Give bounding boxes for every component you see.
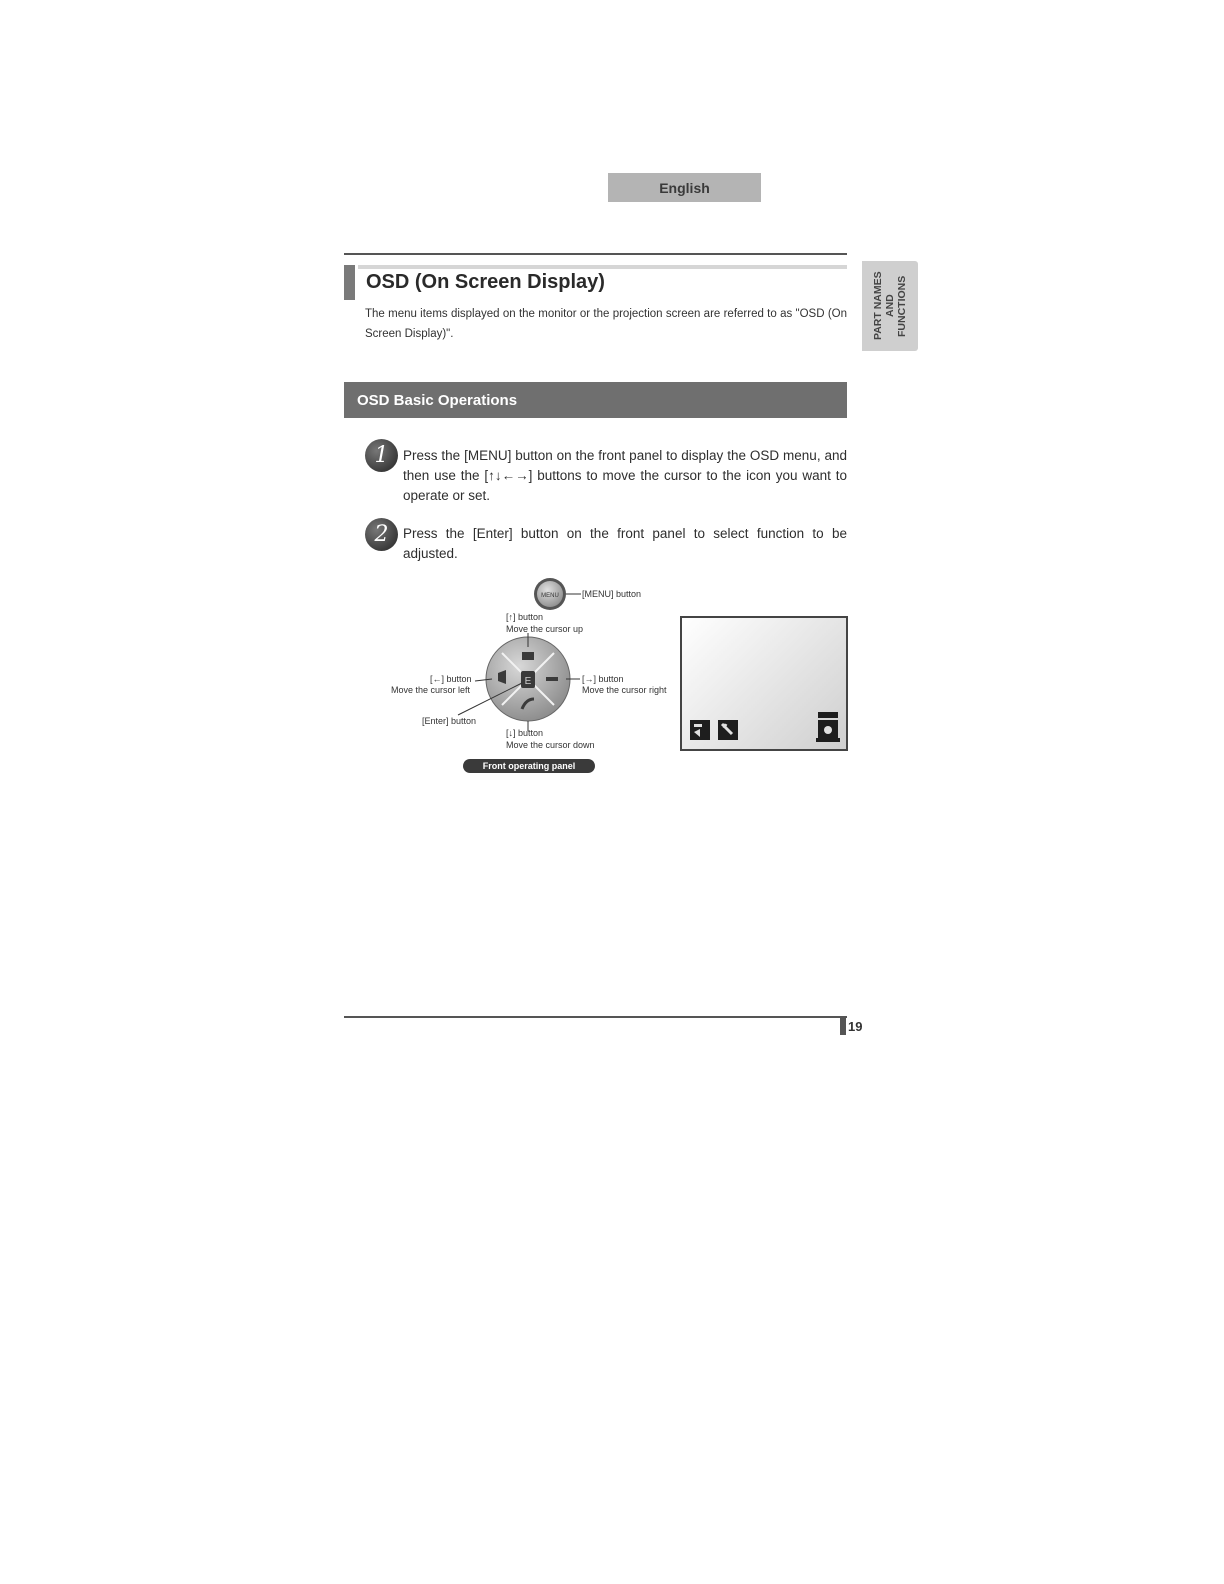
- page-number-marker: [840, 1017, 846, 1035]
- menu-button-glyph: MENU: [541, 593, 559, 599]
- title-bar-line: [358, 265, 847, 269]
- page-title: OSD (On Screen Display): [366, 271, 605, 293]
- step-text: Press the [MENU] button on the front panel to display the OSD menu, and then use the [↑↓←→] buttons to move the cursor to the icon you want to operate or set.: [403, 448, 847, 503]
- menu-button: [534, 578, 566, 610]
- up-icon: [522, 652, 534, 660]
- bottom-rule: [344, 1016, 847, 1018]
- step-text: Press the [Enter] button on the front panel to select function to be adjusted.: [403, 526, 847, 561]
- enter-icon: E: [524, 676, 532, 687]
- up-button-desc: Move the cursor up: [506, 624, 584, 634]
- left-button-label: [←] button: [430, 674, 472, 684]
- settings-icon: [718, 720, 738, 740]
- menu-button-label: [MENU] button: [582, 589, 642, 599]
- exit-icon: [816, 712, 840, 742]
- step-number-badge: 1: [365, 439, 398, 472]
- page-number: 19: [848, 1019, 863, 1034]
- image-icon: [690, 720, 710, 740]
- top-rule: [344, 253, 847, 255]
- down-button-label: [↓] button: [506, 728, 544, 738]
- title-accent: [344, 265, 355, 300]
- down-button-desc: Move the cursor down: [506, 740, 595, 750]
- side-tab-label: PART NAMES AND FUNCTIONS: [872, 271, 908, 341]
- osd-screen: [680, 616, 848, 751]
- intro-paragraph: The menu items displayed on the monitor or the projection screen are referred to as "OSD (On Screen Display)".: [365, 308, 847, 340]
- up-button-label: [↑] button: [506, 612, 544, 622]
- right-icon: [546, 677, 558, 681]
- enter-button-label: [Enter] button: [422, 716, 477, 726]
- front-panel-caption: Front operating panel: [463, 759, 595, 773]
- right-button-desc: Move the cursor right: [582, 685, 667, 695]
- language-tab: English: [608, 173, 761, 202]
- step-number-badge: 2: [365, 518, 398, 551]
- right-button-label: [→] button: [582, 674, 624, 684]
- left-button-desc: Move the cursor left: [391, 685, 471, 695]
- section-title: OSD Basic Operations: [357, 392, 518, 409]
- direction-pad: [486, 637, 570, 721]
